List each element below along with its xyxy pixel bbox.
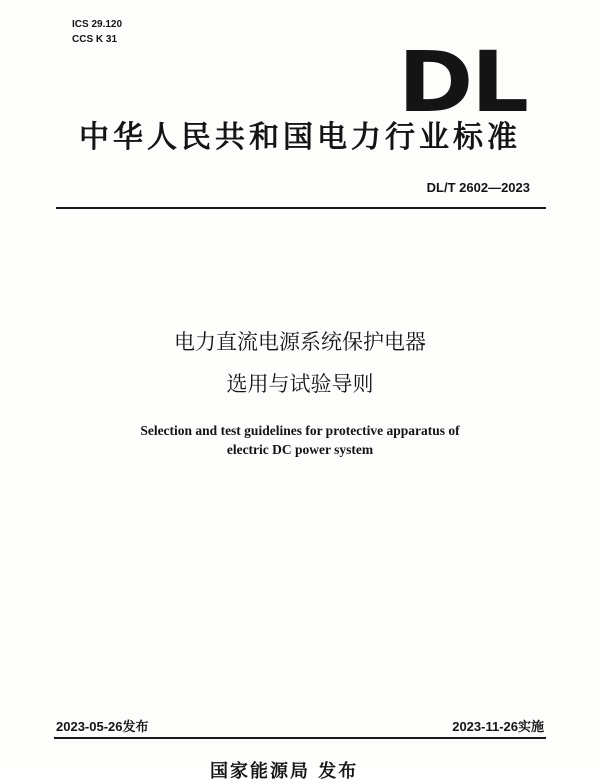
bottom-divider: [54, 737, 546, 739]
ics-code: ICS 29.120: [72, 19, 123, 30]
classification-codes: [72, 17, 122, 47]
dl-logo: DL: [398, 33, 527, 131]
issue-date: 2023-05-26发布: [56, 719, 149, 734]
top-divider: [56, 207, 546, 209]
standard-number: DL/T 2602—2023: [426, 180, 530, 195]
chinese-title-line-1: 电力直流电源系统保护电器: [174, 330, 426, 354]
effective-date: 2023-11-26实施: [452, 719, 544, 734]
standard-type-heading: 中华人民共和国电力行业标准: [79, 120, 521, 155]
english-title-line-1: Selection and test guidelines for protective apparatus of: [140, 423, 460, 438]
issuing-authority: 国家能源局 发布: [210, 761, 359, 782]
english-title-line-2: electric DC power system: [226, 442, 374, 457]
ccs-code: CCS K 31: [72, 34, 118, 45]
chinese-title-line-2: 选用与试验导则: [226, 372, 374, 396]
